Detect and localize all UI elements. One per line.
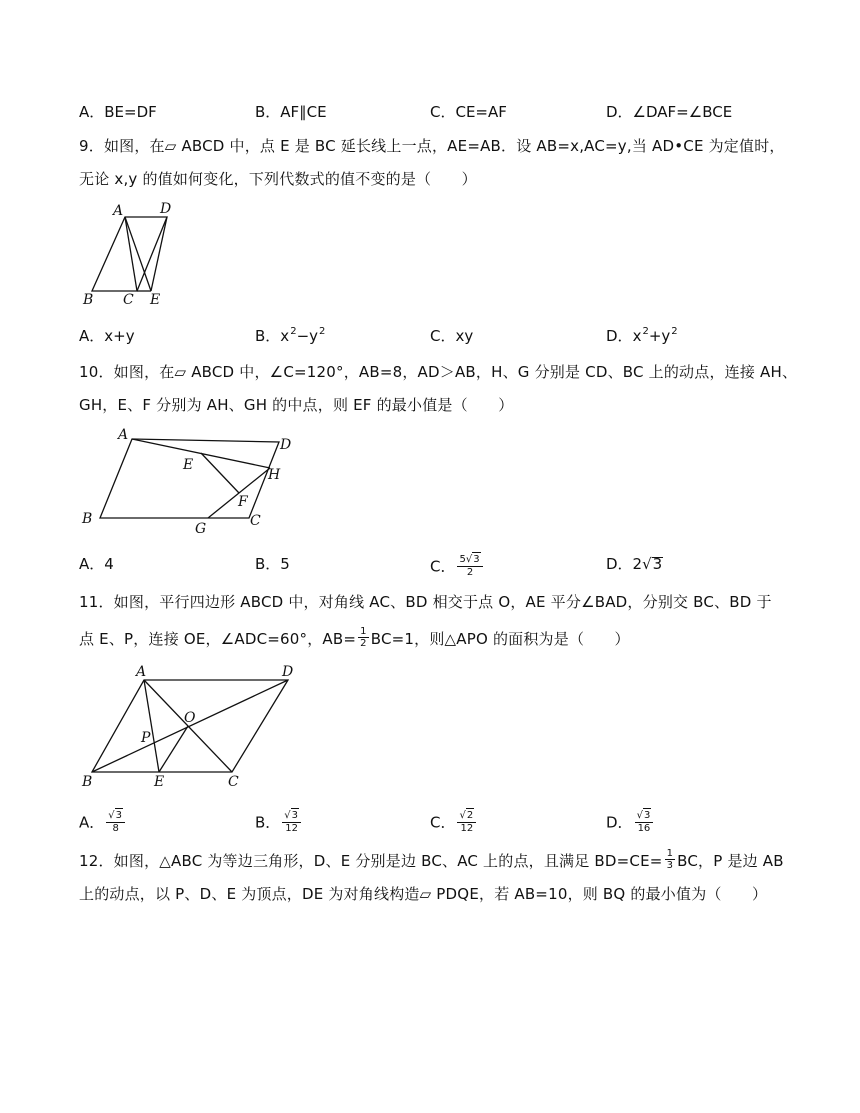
- q11-label-e: E: [154, 774, 165, 790]
- q9-option-d-x: x: [632, 327, 642, 345]
- q10-label-b: B: [82, 511, 93, 527]
- q10-label-c: C: [250, 513, 261, 529]
- q9-option-d-prefix: D．: [606, 327, 633, 345]
- q10-label-a: A: [118, 427, 129, 443]
- q9-option-c: C．xy: [430, 327, 474, 345]
- q11-option-c-prefix: C．: [430, 813, 456, 832]
- q12-stem-line2: 上的动点，以 P、D、E 为顶点，DE 为对角线构造▱ PDQE，若 AB=10，则 BQ 的最小值为（ ）: [79, 885, 768, 903]
- q9-label-e: E: [150, 292, 161, 308]
- q11-option-d-radicand: 3: [643, 810, 651, 821]
- q10-option-d-prefix: D．2: [606, 555, 643, 573]
- q10-option-c-num: 5: [459, 554, 466, 565]
- q11-option-b: [255, 810, 303, 836]
- q9-option-d-exp1: 2: [642, 326, 649, 337]
- q9-stem-line2: 无论 x,y 的值如何变化，下列代数式的值不变的是（ ）: [79, 170, 477, 188]
- q11-option-c-den: 12: [460, 823, 474, 834]
- q11-option-a-den: 8: [112, 823, 119, 834]
- q9-label-a: A: [113, 203, 124, 219]
- q11-option-c-fraction: $\frac{√2}{12}$: [457, 808, 476, 834]
- q9-label-c: C: [123, 292, 134, 308]
- q10-label-f: F: [238, 494, 248, 510]
- q9-option-b-prefix: B．: [255, 327, 281, 345]
- q9-option-b-mid: −y: [296, 327, 319, 345]
- q9-segment-ac: [125, 217, 137, 291]
- q10-figure: [80, 425, 300, 540]
- q8-option-a: A．BE=DF: [79, 103, 157, 121]
- q11-label-a: A: [136, 664, 147, 680]
- q9-option-b-exp2: 2: [319, 326, 326, 337]
- q11-stem-fraction-num: 1: [360, 626, 367, 637]
- q11-stem-line2: [79, 628, 630, 651]
- q11-option-d-den: 16: [637, 823, 651, 834]
- q11-option-b-den: 12: [285, 823, 299, 834]
- q11-stem-fraction: [358, 626, 369, 649]
- q8-option-b: B．AF∥CE: [255, 103, 327, 121]
- q11-option-b-fraction: $\frac{√3}{12}$: [282, 808, 301, 834]
- q12-stem-line1-b: BC，P 是边 AB: [677, 852, 784, 870]
- q9-option-b-x: x: [280, 327, 290, 345]
- q11-option-a-prefix: A．: [79, 813, 105, 832]
- q11-option-d: [606, 810, 655, 836]
- q10-label-h: H: [268, 467, 281, 483]
- q9-label-d: D: [160, 201, 172, 217]
- q10-segment-eh-part: [201, 453, 239, 493]
- q10-label-d: D: [280, 437, 292, 453]
- q10-option-b: B．5: [255, 555, 290, 573]
- q12-stem-line1: [79, 850, 784, 873]
- q10-stem-line2: GH，E、F 分别为 AH、GH 的中点，则 EF 的最小值是（ ）: [79, 396, 514, 414]
- q9-stem-line1: 9．如图，在▱ ABCD 中，点 E 是 BC 延长线上一点，AE=AB．设 AB=x,AC=y,当 AD•CE 为定值时，: [79, 137, 785, 155]
- q12-stem-fraction: [665, 848, 676, 871]
- q9-segment-de: [151, 217, 167, 291]
- q11-option-b-radicand: 3: [291, 810, 299, 821]
- q11-figure: [80, 660, 310, 790]
- q11-segment-oe: [159, 726, 188, 772]
- q9-option-a: A．x+y: [79, 327, 135, 345]
- q12-stem-fraction-den: 3: [666, 860, 674, 871]
- q11-stem-fraction-den: 2: [360, 638, 367, 649]
- q10-option-a: A．4: [79, 555, 114, 573]
- q11-label-p: P: [141, 730, 151, 746]
- q11-option-a: [79, 810, 127, 836]
- q10-label-e: E: [183, 457, 194, 473]
- q11-option-a-fraction: $\frac{√3}{8}$: [106, 808, 125, 834]
- q10-option-c-den: 2: [466, 567, 474, 578]
- q11-option-d-fraction: $\frac{√3}{16}$: [635, 808, 654, 834]
- q9-option-d-mid: +y: [648, 327, 671, 345]
- q8-option-d: D．∠DAF=∠BCE: [606, 103, 733, 121]
- q10-option-c-fraction: $\frac{5√3}{2}$: [457, 552, 482, 578]
- q11-label-d: D: [282, 664, 294, 680]
- q11-label-o: O: [184, 710, 196, 726]
- q11-stem-line2-b: BC=1，则△APO 的面积为是（ ）: [370, 630, 630, 648]
- q11-diagonal-bd: [92, 680, 288, 772]
- q9-figure: [80, 200, 180, 310]
- q9-option-d: [606, 326, 678, 349]
- q9-label-b: B: [83, 292, 94, 308]
- q11-option-c: [430, 810, 478, 836]
- q10-option-d: D．2√3: [606, 555, 663, 573]
- q11-stem-line2-a: 点 E、P，连接 OE，∠ADC=60°，AB=: [79, 630, 357, 648]
- q10-option-d-radicand: 3: [652, 555, 663, 573]
- q11-option-d-prefix: D．: [606, 813, 633, 832]
- q9-option-b-exp1: 2: [290, 326, 297, 337]
- q10-option-c-radicand: 3: [473, 554, 480, 565]
- q9-segment-ae: [125, 217, 151, 291]
- q12-stem-line1-a: 12．如图，△ABC 为等边三角形，D、E 分别是边 BC、AC 上的点，且满足 BD=CE=: [79, 852, 663, 870]
- q10-option-c: [430, 554, 485, 580]
- q9-option-d-exp2: 2: [671, 326, 678, 337]
- q9-option-b: [255, 326, 325, 349]
- q11-stem-line1: 11．如图，平行四边形 ABCD 中，对角线 AC、BD 相交于点 O，AE 平分∠BAD，分别交 BC、BD 于: [79, 593, 772, 611]
- q11-option-b-prefix: B．: [255, 813, 281, 832]
- q11-option-c-radicand: 2: [466, 810, 474, 821]
- q8-option-c: C．CE=AF: [430, 103, 507, 121]
- q11-option-a-radicand: 3: [115, 810, 123, 821]
- q10-option-c-prefix: C．: [430, 557, 456, 576]
- q11-label-b: B: [82, 774, 93, 790]
- q12-stem-fraction-num: 1: [666, 848, 674, 859]
- q11-label-c: C: [228, 774, 239, 790]
- q10-stem-line1: 10．如图，在▱ ABCD 中，∠C=120°，AB=8，AD＞AB，H、G 分别是 CD、BC 上的动点，连接 AH、: [79, 363, 798, 381]
- q10-label-g: G: [195, 521, 207, 537]
